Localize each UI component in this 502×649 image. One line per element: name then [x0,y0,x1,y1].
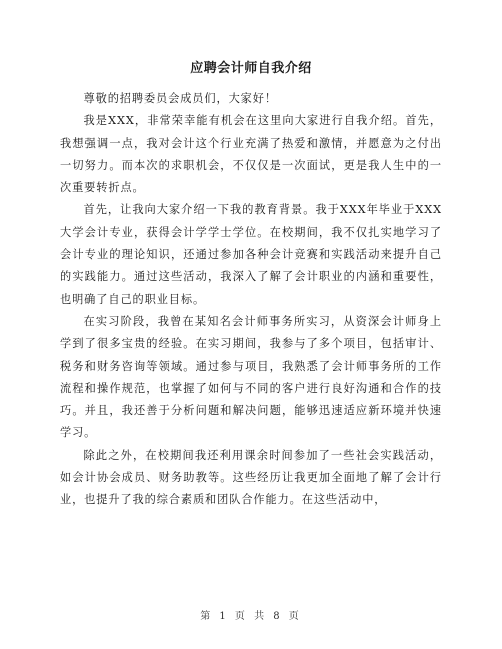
paragraph-internship: 在实习阶段，我曾在某知名会计师事务所实习，从资深会计师身上学到了很多宝贵的经验。在实习期间，我参与了多个项目，包括审计、税务和财务咨询等领域。通过参与项目，我熟悉了会计师事务所的工作流程和操作规范，也掌握了如何与不同的客户进行良好沟通和合作的技巧。并且，我还善于分析问题和解决问题，能够迅速适应新环境并快速学习。 [60,314,442,440]
paragraph-education: 首先，让我向大家介绍一下我的教育背景。我于XXX年毕业于XXX大学会计专业，获得会计学学士学位。在校期间，我不仅扎实地学习了会计专业的理论知识，还通过参加各种会计竞赛和实践活动来提升自己的实践能力。通过这些活动，我深入了解了会计职业的内涵和重要性，也明确了自己的职业目标。 [60,203,442,306]
document-title: 应聘会计师自我介绍 [190,61,312,76]
page-number-footer: 第 1 页 共 8 页 [200,611,302,622]
paragraph-greeting: 尊敬的招聘委员会成员们，大家好！ [83,92,277,105]
paragraph-activities: 除此之外，在校期间我还利用课余时间参加了一些社会实践活动，如会计协会成员、财务助教等。这些经历让我更加全面地了解了会计行业，也提升了我的综合素质和团队合作能力。在这些活动中， [60,448,442,507]
document-body [60,88,442,512]
paragraph-intro: 我是XXX，非常荣幸能有机会在这里向大家进行自我介绍。首先，我想强调一点，我对会计这个行业充满了热爱和激情，并愿意为之付出一切努力。而本次的求职机会，不仅仅是一次面试，更是我人生中的一次重要转折点。 [60,114,442,195]
